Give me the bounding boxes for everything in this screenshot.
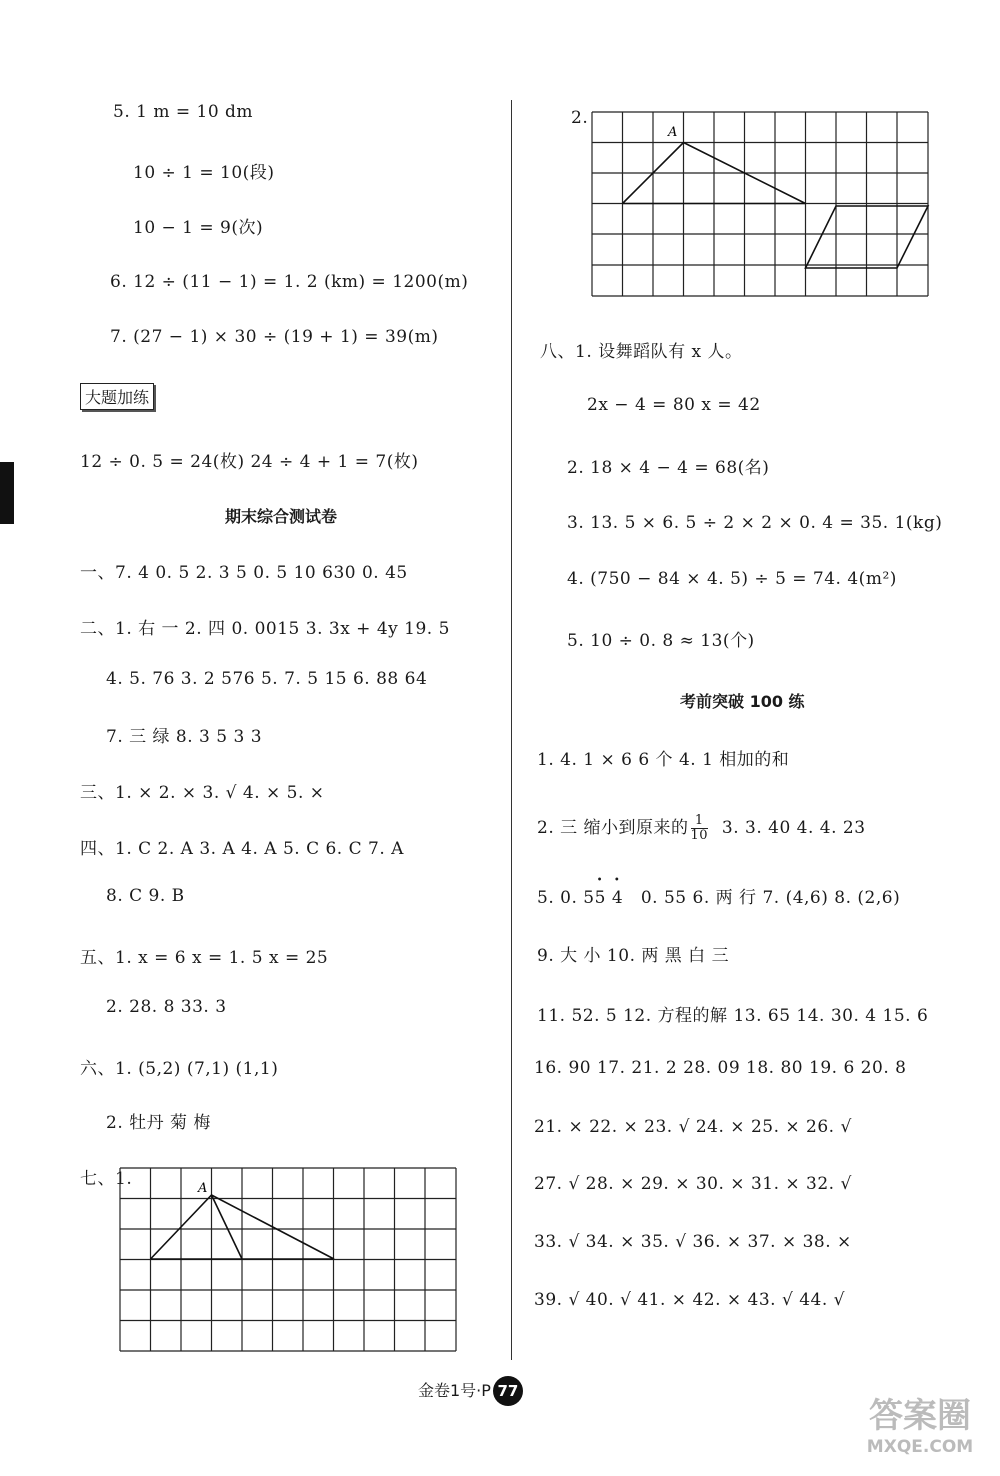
answer-line: 4. (750 − 84 × 4. 5) ÷ 5 = 74. 4(m²) xyxy=(567,569,897,589)
answer-line: 4. 5. 76 3. 2 576 5. 7. 5 15 6. 88 64 xyxy=(106,669,428,689)
answer-line: 1. 4. 1 × 6 6 个 4. 1 相加的和 xyxy=(537,750,790,770)
repeating-digit: • 4 xyxy=(612,888,623,908)
answer-line: 2. 牡丹 菊 梅 xyxy=(106,1113,211,1133)
answer-line: 39. √ 40. √ 41. × 42. × 43. √ 44. √ xyxy=(534,1290,845,1310)
watermark-title: 答案圈 xyxy=(869,1396,971,1436)
answer-line: 7. (27 − 1) × 30 ÷ (19 + 1) = 39(m) xyxy=(110,327,439,347)
footer-text: 金卷1号·P xyxy=(418,1381,491,1400)
section-title: 期末综合测试卷 xyxy=(225,507,338,526)
answer-line: 12 ÷ 0. 5 = 24(枚) 24 ÷ 4 + 1 = 7(枚) xyxy=(80,452,419,472)
answer-line: 四、1. C 2. A 3. A 4. A 5. C 6. C 7. A xyxy=(80,839,404,859)
answer-line: 八、1. 设舞蹈队有 x 人。 xyxy=(540,342,743,362)
grid-figure-right xyxy=(590,110,932,300)
answer-line: 3. 13. 5 × 6. 5 ÷ 2 × 2 × 0. 4 = 35. 1(kg) xyxy=(567,513,943,533)
answer-line: 11. 52. 5 12. 方程的解 13. 65 14. 30. 4 15. 6 xyxy=(537,1006,929,1026)
answer-line xyxy=(537,883,900,908)
point-label-a: A xyxy=(668,125,678,140)
answer-line: 16. 90 17. 21. 2 28. 09 18. 80 19. 6 20. 8 xyxy=(534,1058,907,1078)
answer-text: 5. 0. 5 xyxy=(537,888,595,908)
answer-line: 三、1. × 2. × 3. √ 4. × 5. × xyxy=(80,783,325,803)
answer-line: 2. 28. 8 33. 3 xyxy=(106,997,227,1017)
answer-line: 六、1. (5,2) (7,1) (1,1) xyxy=(80,1059,279,1079)
answer-line: 6. 12 ÷ (11 − 1) = 1. 2 (km) = 1200(m) xyxy=(110,272,469,292)
grid-figure-left xyxy=(118,1165,460,1355)
fraction xyxy=(691,814,709,843)
answer-line xyxy=(537,813,866,843)
column-divider xyxy=(511,100,512,1360)
section-title: 考前突破 100 练 xyxy=(680,692,805,711)
answer-line: 5. 10 ÷ 0. 8 ≈ 13(个) xyxy=(567,631,755,651)
answer-line: 27. √ 28. × 29. × 30. × 31. × 32. √ xyxy=(534,1174,852,1194)
point-label-a: A xyxy=(198,1181,208,1196)
fraction-numerator: 1 xyxy=(691,814,709,829)
answer-line: 10 − 1 = 9(次) xyxy=(133,218,264,238)
answer-line: 7. 三 绿 8. 3 5 3 3 xyxy=(106,727,263,747)
answer-line: 5. 1 m = 10 dm xyxy=(113,102,254,122)
answer-text: 2. 三 缩小到原来的 xyxy=(537,818,689,838)
answer-line: 2. 18 × 4 − 4 = 68(名) xyxy=(567,458,770,478)
repeating-digit: • 5 xyxy=(595,888,606,908)
answer-text: 3. 3. 40 4. 4. 23 xyxy=(721,818,866,838)
fraction-denominator: 10 xyxy=(690,828,709,843)
answer-line: 七、1. xyxy=(80,1169,133,1189)
question-label: 2. xyxy=(571,108,589,128)
page-number: 77 xyxy=(493,1376,523,1406)
answer-text: 0. 55 6. 两 行 7. (4,6) 8. (2,6) xyxy=(640,888,901,908)
answer-line: 21. × 22. × 23. √ 24. × 25. × 26. √ xyxy=(534,1117,852,1137)
book-spine-mark xyxy=(0,462,14,524)
answer-line: 8. C 9. B xyxy=(106,886,185,906)
answer-line: 二、1. 右 一 2. 四 0. 0015 3. 3x + 4y 19. 5 xyxy=(80,619,450,639)
answer-line: 10 ÷ 1 = 10(段) xyxy=(133,163,275,183)
answer-line: 一、7. 4 0. 5 2. 3 5 0. 5 10 630 0. 45 xyxy=(80,563,408,583)
answer-line: 33. √ 34. × 35. √ 36. × 37. × 38. × xyxy=(534,1232,852,1252)
watermark-logo xyxy=(855,1396,985,1466)
page-footer xyxy=(418,1376,523,1406)
answer-line: 五、1. x = 6 x = 1. 5 x = 25 xyxy=(80,948,329,968)
watermark-url: MXQE.COM xyxy=(866,1437,974,1457)
section-box-label: 大题加练 xyxy=(80,383,154,410)
answer-line: 2x − 4 = 80 x = 42 xyxy=(587,395,761,415)
answer-line: 9. 大 小 10. 两 黑 白 三 xyxy=(537,946,730,966)
